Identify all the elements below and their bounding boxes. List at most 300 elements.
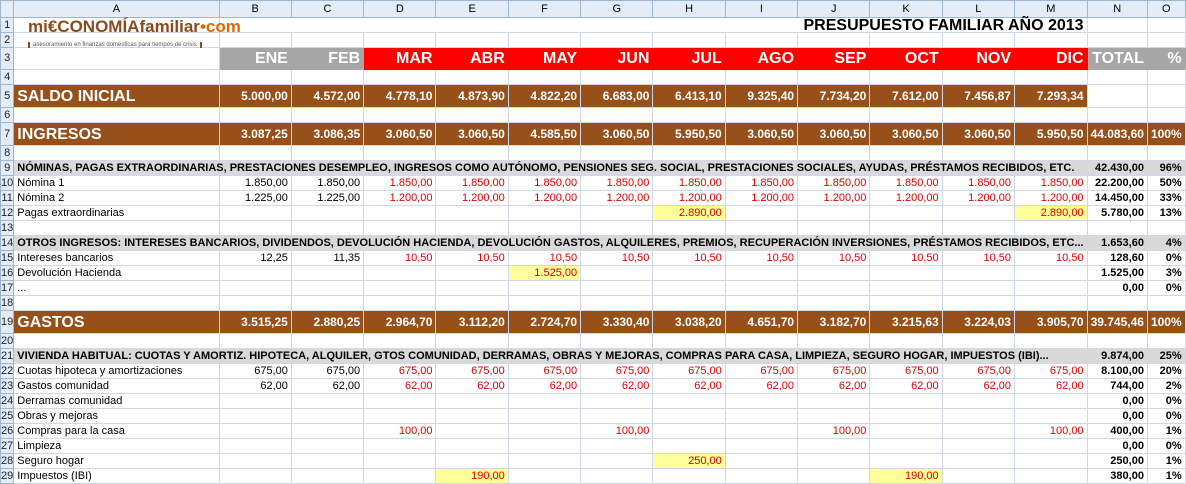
item-value[interactable]: 62,00 — [942, 379, 1014, 394]
cell[interactable] — [219, 296, 291, 311]
item-percent[interactable]: 0% — [1147, 394, 1185, 409]
summary-percent[interactable] — [1147, 85, 1185, 108]
cell[interactable] — [1014, 70, 1087, 85]
cell[interactable] — [942, 108, 1014, 123]
cell[interactable] — [364, 334, 436, 349]
category-total[interactable]: 42.430,00 — [1087, 161, 1147, 176]
cell[interactable] — [508, 70, 580, 85]
summary-value[interactable]: 3.060,50 — [581, 123, 653, 146]
row-header[interactable]: 11 — [1, 191, 13, 204]
item-value[interactable]: 1.850,00 — [942, 176, 1014, 191]
category-percent[interactable]: 25% — [1147, 349, 1185, 364]
summary-value[interactable]: 5.950,50 — [653, 123, 725, 146]
item-value[interactable]: 675,00 — [219, 364, 291, 379]
item-value[interactable]: 62,00 — [798, 379, 870, 394]
item-value[interactable] — [291, 206, 363, 221]
column-header[interactable]: H — [653, 1, 725, 18]
item-value[interactable] — [508, 439, 580, 454]
item-value[interactable] — [364, 281, 436, 296]
item-value[interactable] — [870, 439, 942, 454]
row-header[interactable]: 24 — [1, 394, 14, 407]
item-value[interactable] — [1014, 394, 1087, 409]
item-value[interactable] — [1014, 266, 1087, 281]
cell[interactable] — [291, 221, 363, 236]
cell[interactable] — [870, 296, 942, 311]
summary-value[interactable]: 6.413,10 — [653, 85, 725, 108]
cell[interactable] — [1147, 70, 1185, 85]
item-value[interactable] — [653, 424, 725, 439]
item-value[interactable] — [436, 266, 508, 281]
month-header[interactable]: MAY — [508, 48, 580, 70]
cell[interactable] — [291, 146, 363, 161]
item-total[interactable]: 5.780,00 — [1087, 206, 1147, 221]
row-header[interactable]: 19 — [1, 311, 14, 334]
item-value[interactable] — [798, 394, 870, 409]
item-value[interactable] — [870, 409, 942, 424]
item-percent[interactable]: 50% — [1147, 176, 1185, 191]
item-value[interactable] — [219, 469, 291, 484]
item-value[interactable] — [725, 439, 797, 454]
item-value[interactable] — [1014, 409, 1087, 424]
summary-value[interactable]: 3.087,25 — [219, 123, 291, 146]
item-value[interactable] — [725, 394, 797, 409]
item-value[interactable] — [798, 409, 870, 424]
item-percent[interactable]: 3% — [1147, 266, 1185, 281]
summary-value[interactable]: 9.325,40 — [725, 85, 797, 108]
item-value[interactable] — [508, 424, 580, 439]
month-header[interactable]: SEP — [798, 48, 870, 70]
item-label[interactable]: Intereses bancarios — [14, 251, 219, 266]
cell[interactable] — [1014, 108, 1087, 123]
summary-value[interactable]: 3.224,03 — [942, 311, 1014, 334]
summary-label[interactable]: SALDO INICIAL — [14, 85, 219, 108]
item-value[interactable] — [508, 394, 580, 409]
item-value[interactable]: 10,50 — [653, 251, 725, 266]
column-header[interactable]: A — [14, 1, 219, 18]
column-header[interactable]: L — [942, 1, 1014, 18]
item-value[interactable] — [725, 266, 797, 281]
cell[interactable] — [581, 221, 653, 236]
item-value[interactable] — [436, 409, 508, 424]
cell[interactable] — [436, 221, 508, 236]
item-value[interactable] — [870, 424, 942, 439]
summary-value[interactable]: 3.060,50 — [870, 123, 942, 146]
item-value[interactable]: 675,00 — [1014, 364, 1087, 379]
item-value[interactable] — [364, 206, 436, 221]
item-value[interactable]: 1.850,00 — [219, 176, 291, 191]
cell[interactable] — [653, 221, 725, 236]
cell[interactable] — [653, 334, 725, 349]
item-value[interactable] — [219, 454, 291, 469]
item-value[interactable] — [364, 469, 436, 484]
item-value[interactable]: 10,50 — [436, 251, 508, 266]
item-value[interactable]: 1.200,00 — [870, 191, 942, 206]
cell[interactable] — [219, 146, 291, 161]
item-value[interactable] — [942, 454, 1014, 469]
cell[interactable] — [942, 221, 1014, 236]
cell[interactable] — [798, 108, 870, 123]
item-value[interactable] — [942, 394, 1014, 409]
category-percent[interactable]: 4% — [1147, 236, 1185, 251]
item-percent[interactable]: 1% — [1147, 454, 1185, 469]
summary-percent[interactable]: 100% — [1147, 311, 1185, 334]
item-percent[interactable]: 1% — [1147, 469, 1185, 484]
cell[interactable] — [1014, 146, 1087, 161]
row-header[interactable]: 18 — [1, 296, 14, 309]
item-value[interactable] — [436, 424, 508, 439]
item-value[interactable]: 675,00 — [291, 364, 363, 379]
item-label[interactable]: Devolución Hacienda — [14, 266, 219, 281]
item-value[interactable]: 62,00 — [870, 379, 942, 394]
item-value[interactable]: 1.200,00 — [653, 191, 725, 206]
cell[interactable] — [798, 296, 870, 311]
summary-value[interactable]: 2.964,70 — [364, 311, 436, 334]
row-header[interactable]: 2 — [1, 33, 14, 48]
item-total[interactable]: 1.525,00 — [1087, 266, 1147, 281]
item-value[interactable] — [1014, 469, 1087, 484]
cell[interactable] — [942, 70, 1014, 85]
item-value[interactable]: 10,50 — [798, 251, 870, 266]
cell[interactable] — [1014, 221, 1087, 236]
item-value[interactable]: 675,00 — [725, 364, 797, 379]
item-label[interactable]: Limpieza — [14, 439, 219, 454]
item-value[interactable] — [870, 266, 942, 281]
cell[interactable] — [725, 70, 797, 85]
item-percent[interactable]: 20% — [1147, 364, 1185, 379]
item-value[interactable] — [798, 206, 870, 221]
cell[interactable] — [14, 334, 219, 349]
item-total[interactable]: 128,60 — [1087, 251, 1147, 266]
row-header[interactable]: 25 — [1, 409, 14, 422]
column-header[interactable]: J — [798, 1, 870, 18]
category-label[interactable]: NÓMINAS, PAGAS EXTRAORDINARIAS, PRESTACIONES DESEMPLEO, INGRESOS COMO AUTÓNOMO, PENSIONES SEG. SOCIAL, PRESTACIONES SOCIALES, AYUDAS, PRÉSTAMOS RECIBIDOS, ETC. — [14, 161, 1087, 176]
select-all-corner[interactable] — [1, 1, 14, 18]
summary-value[interactable]: 3.060,50 — [798, 123, 870, 146]
cell[interactable] — [436, 146, 508, 161]
cell[interactable] — [1147, 334, 1185, 349]
item-label[interactable]: Cuotas hipoteca y amortizaciones — [14, 364, 219, 379]
row-header[interactable]: 17 — [1, 281, 14, 294]
month-header[interactable]: NOV — [942, 48, 1014, 70]
item-value[interactable]: 10,50 — [364, 251, 436, 266]
cell[interactable] — [725, 146, 797, 161]
item-value[interactable] — [798, 266, 870, 281]
item-value[interactable] — [436, 281, 508, 296]
item-value[interactable]: 1.225,00 — [291, 191, 363, 206]
item-value[interactable]: 62,00 — [1014, 379, 1087, 394]
item-value[interactable] — [798, 469, 870, 484]
row-header[interactable]: 8 — [1, 146, 14, 161]
item-value[interactable] — [291, 424, 363, 439]
item-value[interactable] — [436, 439, 508, 454]
month-header[interactable]: FEB — [291, 48, 363, 70]
column-header[interactable]: F — [508, 1, 580, 18]
item-label[interactable]: Impuestos (IBI) — [14, 469, 219, 484]
item-total[interactable]: 250,00 — [1087, 454, 1147, 469]
item-label[interactable]: Obras y mejoras — [14, 409, 219, 424]
cell[interactable] — [1087, 108, 1147, 123]
item-value[interactable]: 1.225,00 — [219, 191, 291, 206]
item-value[interactable] — [870, 206, 942, 221]
summary-value[interactable]: 7.612,00 — [870, 85, 942, 108]
item-value[interactable] — [725, 469, 797, 484]
item-value[interactable]: 1.850,00 — [436, 176, 508, 191]
item-value[interactable] — [219, 206, 291, 221]
cell[interactable] — [291, 33, 363, 48]
item-value[interactable]: 1.200,00 — [364, 191, 436, 206]
item-value[interactable] — [653, 394, 725, 409]
cell[interactable] — [1014, 296, 1087, 311]
summary-value[interactable]: 7.293,34 — [1014, 85, 1087, 108]
cell[interactable] — [291, 108, 363, 123]
item-value[interactable] — [725, 206, 797, 221]
row-header[interactable]: 4 — [1, 70, 14, 85]
cell[interactable] — [581, 108, 653, 123]
summary-value[interactable]: 3.060,50 — [436, 123, 508, 146]
cell[interactable] — [291, 334, 363, 349]
percent-header[interactable]: % — [1147, 48, 1185, 70]
cell[interactable] — [291, 70, 363, 85]
item-value[interactable]: 62,00 — [219, 379, 291, 394]
cell[interactable] — [364, 33, 436, 48]
summary-value[interactable]: 3.215,63 — [870, 311, 942, 334]
row-header[interactable]: 28 — [1, 454, 14, 467]
cell[interactable] — [364, 108, 436, 123]
item-percent[interactable]: 0% — [1147, 409, 1185, 424]
item-percent[interactable]: 13% — [1147, 206, 1185, 221]
item-value[interactable] — [508, 409, 580, 424]
item-value[interactable] — [1014, 439, 1087, 454]
item-value[interactable]: 190,00 — [436, 469, 508, 484]
item-total[interactable]: 744,00 — [1087, 379, 1147, 394]
summary-value[interactable]: 7.734,20 — [798, 85, 870, 108]
total-header[interactable]: TOTAL — [1087, 48, 1147, 70]
item-value[interactable]: 62,00 — [364, 379, 436, 394]
item-value[interactable]: 1.200,00 — [436, 191, 508, 206]
summary-value[interactable]: 4.572,00 — [291, 85, 363, 108]
cell[interactable] — [1087, 221, 1147, 236]
item-total[interactable]: 22.200,00 — [1087, 176, 1147, 191]
summary-value[interactable]: 4.822,20 — [508, 85, 580, 108]
cell[interactable] — [436, 70, 508, 85]
item-value[interactable]: 11,35 — [291, 251, 363, 266]
item-value[interactable]: 675,00 — [508, 364, 580, 379]
item-value[interactable] — [725, 454, 797, 469]
item-value[interactable] — [653, 409, 725, 424]
summary-value[interactable]: 3.060,50 — [364, 123, 436, 146]
cell[interactable] — [219, 70, 291, 85]
category-label[interactable]: OTROS INGRESOS: INTERESES BANCARIOS, DIVIDENDOS, DEVOLUCIÓN HACIENDA, DEVOLUCIÓN GASTOS, ALQUILERES, PREMIOS, RECUPERACIÓN INVERSIONES, PRÉSTAMOS RECIBIDOS, ETC... — [14, 236, 1087, 251]
cell[interactable] — [219, 221, 291, 236]
item-value[interactable]: 1.850,00 — [508, 176, 580, 191]
item-value[interactable] — [364, 394, 436, 409]
item-value[interactable] — [291, 439, 363, 454]
category-label[interactable]: VIVIENDA HABITUAL: CUOTAS Y AMORTIZ. HIPOTECA, ALQUILER, GTOS COMUNIDAD, DERRAMAS, OBRAS Y MEJORAS, COMPRAS PARA CASA, LIMPIEZA, SEGURO HOGAR, IMPUESTOS (IBI)... — [14, 349, 1087, 364]
item-value[interactable] — [219, 281, 291, 296]
summary-value[interactable]: 2.880,25 — [291, 311, 363, 334]
item-value[interactable] — [219, 394, 291, 409]
cell[interactable] — [581, 296, 653, 311]
summary-total[interactable]: 39.745,46 — [1087, 311, 1147, 334]
item-value[interactable]: 10,50 — [581, 251, 653, 266]
month-header[interactable]: JUN — [581, 48, 653, 70]
item-value[interactable]: 675,00 — [798, 364, 870, 379]
cell[interactable] — [219, 108, 291, 123]
cell[interactable] — [508, 334, 580, 349]
cell[interactable] — [436, 108, 508, 123]
item-value[interactable]: 1.850,00 — [581, 176, 653, 191]
item-value[interactable] — [436, 206, 508, 221]
row-header[interactable]: 22 — [1, 364, 14, 377]
cell[interactable] — [1087, 33, 1147, 48]
item-value[interactable]: 675,00 — [364, 364, 436, 379]
item-value[interactable]: 1.525,00 — [508, 266, 580, 281]
month-header[interactable]: AGO — [725, 48, 797, 70]
cell[interactable] — [14, 221, 219, 236]
summary-percent[interactable]: 100% — [1147, 123, 1185, 146]
cell[interactable] — [1147, 296, 1185, 311]
row-header[interactable]: 5 — [1, 85, 14, 108]
item-value[interactable] — [942, 266, 1014, 281]
row-header[interactable]: 21 — [1, 349, 14, 362]
column-header[interactable]: B — [219, 1, 291, 18]
month-header[interactable]: OCT — [870, 48, 942, 70]
column-header[interactable]: E — [436, 1, 508, 18]
item-value[interactable] — [942, 469, 1014, 484]
row-header[interactable]: 12 — [1, 206, 14, 219]
item-value[interactable] — [291, 394, 363, 409]
cell[interactable] — [1087, 146, 1147, 161]
item-value[interactable]: 100,00 — [581, 424, 653, 439]
item-value[interactable] — [364, 439, 436, 454]
summary-value[interactable]: 4.873,90 — [436, 85, 508, 108]
item-total[interactable]: 0,00 — [1087, 281, 1147, 296]
item-value[interactable]: 675,00 — [942, 364, 1014, 379]
cell[interactable] — [1147, 18, 1185, 33]
cell[interactable] — [436, 334, 508, 349]
cell[interactable] — [364, 296, 436, 311]
item-label[interactable]: Gastos comunidad — [14, 379, 219, 394]
summary-value[interactable]: 3.060,50 — [942, 123, 1014, 146]
summary-value[interactable]: 3.515,25 — [219, 311, 291, 334]
row-header[interactable]: 10 — [1, 176, 14, 189]
item-value[interactable] — [508, 281, 580, 296]
row-header[interactable]: 9 — [1, 161, 14, 176]
item-value[interactable] — [1014, 281, 1087, 296]
item-value[interactable] — [942, 206, 1014, 221]
item-value[interactable] — [364, 409, 436, 424]
cell[interactable] — [581, 70, 653, 85]
column-header[interactable]: M — [1014, 1, 1087, 18]
cell[interactable] — [725, 334, 797, 349]
item-value[interactable]: 1.850,00 — [798, 176, 870, 191]
item-value[interactable]: 675,00 — [436, 364, 508, 379]
item-percent[interactable]: 33% — [1147, 191, 1185, 206]
column-header[interactable]: O — [1147, 1, 1185, 18]
item-value[interactable] — [581, 206, 653, 221]
item-value[interactable] — [436, 454, 508, 469]
summary-total[interactable] — [1087, 85, 1147, 108]
item-value[interactable] — [1014, 454, 1087, 469]
item-value[interactable] — [219, 439, 291, 454]
summary-value[interactable]: 7.456,87 — [942, 85, 1014, 108]
cell[interactable] — [798, 33, 870, 48]
item-total[interactable]: 0,00 — [1087, 409, 1147, 424]
cell[interactable] — [14, 70, 219, 85]
item-value[interactable] — [291, 281, 363, 296]
item-value[interactable] — [219, 409, 291, 424]
item-value[interactable] — [653, 281, 725, 296]
item-value[interactable] — [798, 439, 870, 454]
column-header[interactable]: G — [581, 1, 653, 18]
cell[interactable] — [942, 146, 1014, 161]
cell[interactable] — [870, 70, 942, 85]
cell[interactable] — [436, 296, 508, 311]
item-value[interactable]: 1.850,00 — [291, 176, 363, 191]
cell[interactable] — [1014, 334, 1087, 349]
cell[interactable] — [364, 146, 436, 161]
cell[interactable] — [942, 296, 1014, 311]
item-percent[interactable]: 0% — [1147, 251, 1185, 266]
summary-value[interactable]: 5.000,00 — [219, 85, 291, 108]
item-value[interactable]: 1.200,00 — [798, 191, 870, 206]
item-value[interactable] — [291, 454, 363, 469]
item-value[interactable]: 62,00 — [291, 379, 363, 394]
item-value[interactable]: 1.200,00 — [581, 191, 653, 206]
cell[interactable] — [725, 33, 797, 48]
cell[interactable] — [725, 108, 797, 123]
cell[interactable] — [581, 33, 653, 48]
item-value[interactable] — [653, 439, 725, 454]
item-value[interactable] — [725, 281, 797, 296]
summary-value[interactable]: 3.330,40 — [581, 311, 653, 334]
cell[interactable] — [1014, 33, 1087, 48]
cell[interactable] — [870, 334, 942, 349]
item-value[interactable] — [364, 266, 436, 281]
cell[interactable] — [1147, 108, 1185, 123]
row-header[interactable]: 15 — [1, 251, 14, 264]
item-value[interactable] — [219, 266, 291, 281]
cell[interactable] — [14, 296, 219, 311]
item-value[interactable] — [581, 409, 653, 424]
item-percent[interactable]: 2% — [1147, 379, 1185, 394]
item-value[interactable] — [870, 281, 942, 296]
item-value[interactable]: 62,00 — [725, 379, 797, 394]
row-header[interactable]: 6 — [1, 108, 14, 123]
summary-value[interactable]: 3.112,20 — [436, 311, 508, 334]
cell[interactable] — [942, 33, 1014, 48]
row-header[interactable]: 16 — [1, 266, 14, 279]
row-header[interactable]: 14 — [1, 236, 14, 249]
item-value[interactable] — [436, 394, 508, 409]
cell[interactable] — [508, 33, 580, 48]
item-value[interactable]: 1.850,00 — [1014, 176, 1087, 191]
cell[interactable] — [581, 334, 653, 349]
item-value[interactable]: 10,50 — [508, 251, 580, 266]
item-value[interactable] — [653, 266, 725, 281]
cell[interactable] — [653, 108, 725, 123]
cell[interactable] — [653, 70, 725, 85]
summary-value[interactable]: 4.651,70 — [725, 311, 797, 334]
cell[interactable] — [1147, 146, 1185, 161]
item-value[interactable] — [870, 394, 942, 409]
item-value[interactable] — [581, 281, 653, 296]
cell[interactable] — [14, 146, 219, 161]
item-value[interactable] — [508, 454, 580, 469]
month-header[interactable]: MAR — [364, 48, 436, 70]
cell[interactable] — [798, 334, 870, 349]
cell[interactable] — [508, 146, 580, 161]
